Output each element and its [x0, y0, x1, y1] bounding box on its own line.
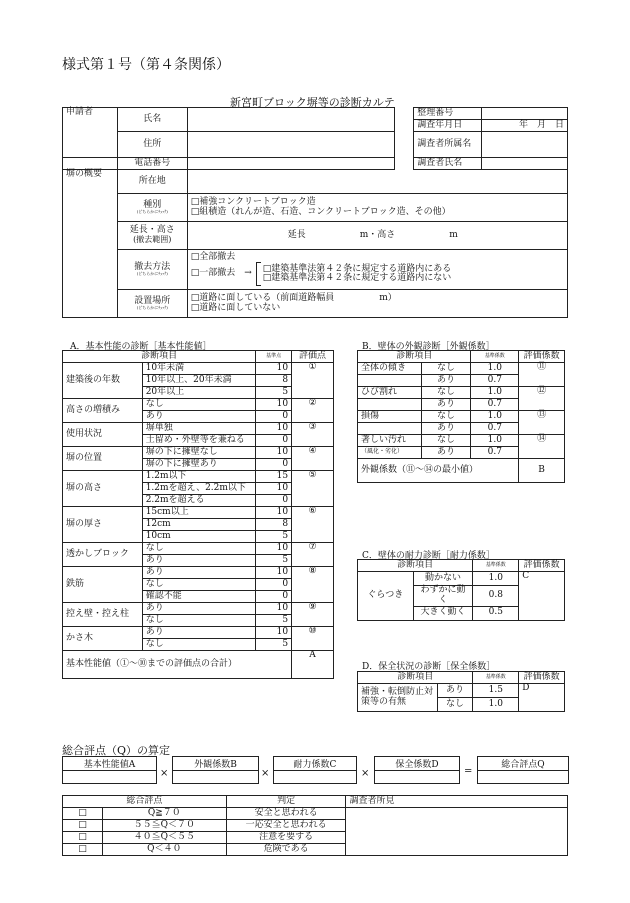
- section-a-table: [62, 350, 334, 679]
- b-row-value: 1.0: [471, 387, 519, 399]
- b-score-mark[interactable]: ⑫: [519, 387, 565, 411]
- org-field[interactable]: [482, 132, 568, 158]
- ref-no-label: 整理番号: [414, 108, 482, 120]
- a-row-value: 10: [256, 447, 292, 459]
- a-row-label: あり: [142, 627, 256, 639]
- removal-options[interactable]: □全部撤去 □一部撤去 → □建築基準法第４２条に規定する道路内にある □建築基準法第４２条に規定する道路内にない: [187, 250, 567, 290]
- b-row-label: あり: [421, 399, 471, 411]
- times-sign: ×: [160, 768, 169, 779]
- a-item-name: 控え壁・控え柱: [63, 603, 143, 627]
- type-options[interactable]: □補強コンクリートブロック造 □組積造（れんが造、石造、コンクリートブロック造、その他）: [187, 194, 567, 222]
- surveyor-notes-field[interactable]: [346, 808, 568, 856]
- a-header-item: 診断項目: [63, 351, 256, 363]
- d-item-name: 補強・転倒防止対 策等の有無: [358, 684, 438, 712]
- score-a-box[interactable]: [62, 756, 157, 784]
- a-score-mark[interactable]: ⑧: [292, 567, 334, 603]
- name-label: 氏名: [117, 108, 187, 132]
- judge-checkbox[interactable]: □: [63, 832, 103, 844]
- a-row-value: 5: [256, 387, 292, 399]
- d-header-base: 基準係数: [473, 672, 519, 684]
- judge-checkbox[interactable]: □: [63, 808, 103, 820]
- d-row-value: 1.5: [473, 684, 519, 698]
- judge-result: 注意を要する: [226, 832, 346, 844]
- a-item-name: 高さの増積み: [63, 399, 143, 423]
- c-row-label: 動かない: [413, 572, 473, 586]
- section-c-title: C．壁体の耐力診断［耐力係数］: [362, 551, 495, 561]
- total-title: 総合評点（Q）の算定: [62, 744, 171, 757]
- a-row-label: 土留め・外壁等を兼ねる: [142, 435, 256, 447]
- a-row-value: 10: [256, 567, 292, 579]
- a-row-value: 0: [256, 591, 292, 603]
- judge-range: Q≧７０: [102, 808, 226, 820]
- a-score-mark[interactable]: ⑩: [292, 627, 334, 651]
- c-score-mark: C: [519, 572, 565, 621]
- a-score-mark[interactable]: ②: [292, 399, 334, 423]
- section-d-table: [357, 671, 565, 712]
- a-item-name: 塀の位置: [63, 447, 143, 471]
- a-row-label: なし: [142, 579, 256, 591]
- score-b-label: 外観係数B: [173, 757, 258, 771]
- org-label: 調査者所属名: [414, 132, 482, 158]
- equals-sign: =: [464, 766, 473, 777]
- times-sign: ×: [361, 768, 370, 779]
- length-field[interactable]: 延長 m・高さ m: [187, 222, 567, 250]
- judge-header-notes: 調査者所見: [346, 796, 568, 808]
- b-header-score: 評価係数: [519, 351, 565, 363]
- a-row-value: 15: [256, 471, 292, 483]
- a-row-value: 0: [256, 459, 292, 471]
- surveyor-field[interactable]: [482, 158, 568, 170]
- a-score-mark[interactable]: ①: [292, 363, 334, 399]
- b-row-label: あり: [421, 423, 471, 435]
- d-row-label: あり: [437, 684, 473, 698]
- a-row-value: 8: [256, 375, 292, 387]
- a-row-label: あり: [142, 411, 256, 423]
- b-item-sub: [358, 423, 422, 435]
- b-row-label: あり: [421, 375, 471, 387]
- overview-table: [62, 107, 568, 318]
- b-total-label: 外観係数（⑪〜⑭の最小値）: [358, 459, 519, 483]
- b-row-value: 1.0: [471, 411, 519, 423]
- survey-date-field[interactable]: 年 月 日: [482, 120, 568, 132]
- a-row-label: 塀の下に擁壁なし: [142, 447, 256, 459]
- section-a-title: A．基本性能の診断［基本性能値］: [70, 342, 212, 352]
- judge-range: ４０≦Q＜５５: [102, 832, 226, 844]
- b-item-name: 著しい汚れ: [358, 435, 422, 447]
- c-item-name: ぐらつき: [358, 572, 414, 621]
- wall-overview-label: 塀の概要: [63, 170, 118, 318]
- b-header-base: 基準係数: [471, 351, 519, 363]
- score-b-box[interactable]: [172, 756, 259, 784]
- judge-header-score: 総合評点: [63, 796, 227, 808]
- c-row-label: わずかに動く: [413, 586, 473, 607]
- b-score-mark[interactable]: ⑬: [519, 411, 565, 435]
- a-row-value: 10: [256, 363, 292, 375]
- b-row-value: 0.7: [471, 399, 519, 411]
- c-row-label: 大きく動く: [413, 606, 473, 620]
- ref-no-field[interactable]: [482, 108, 568, 120]
- a-row-value: 10: [256, 543, 292, 555]
- a-row-label: 20年以上: [142, 387, 256, 399]
- b-row-value: 1.0: [471, 435, 519, 447]
- section-b-title: B．壁体の外観診断［外観係数］: [362, 342, 495, 352]
- score-c-label: 耐力係数C: [274, 757, 356, 771]
- a-row-label: 塀単独: [142, 423, 256, 435]
- a-item-name: 建築後の年数: [63, 363, 143, 399]
- judge-checkbox[interactable]: □: [63, 844, 103, 856]
- a-row-label: 15cm以上: [142, 507, 256, 519]
- score-q-box[interactable]: [477, 756, 569, 784]
- section-b-table: [357, 350, 565, 483]
- a-row-value: 5: [256, 639, 292, 651]
- a-item-name: 透かしブロック: [63, 543, 143, 567]
- score-q-label: 総合評点Q: [478, 757, 568, 771]
- site-options[interactable]: □道路に面している（前面道路幅員 m） □道路に面していない: [187, 290, 567, 318]
- b-item-name: 損傷: [358, 411, 422, 423]
- a-row-value: 8: [256, 519, 292, 531]
- c-row-value: 0.8: [473, 586, 519, 607]
- c-header-base: 基準係数: [473, 560, 519, 572]
- surveyor-label: 調査者氏名: [414, 158, 482, 170]
- a-row-value: 10: [256, 603, 292, 615]
- a-row-value: 10: [256, 507, 292, 519]
- d-row-label: なし: [437, 698, 473, 712]
- a-score-mark[interactable]: ③: [292, 423, 334, 447]
- a-item-name: 塀の厚さ: [63, 507, 143, 543]
- b-item-sub: （風化・劣化）: [358, 447, 422, 459]
- score-a-label: 基本性能値A: [63, 757, 156, 771]
- b-row-label: なし: [421, 411, 471, 423]
- phone-field[interactable]: [187, 158, 395, 170]
- b-item-sub: [358, 399, 422, 411]
- address-label: 住所: [117, 132, 187, 158]
- a-row-label: 確認不能: [142, 591, 256, 603]
- a-row-label: 2.2mを超える: [142, 495, 256, 507]
- a-row-value: 5: [256, 555, 292, 567]
- a-row-value: 0: [256, 411, 292, 423]
- b-header-item: 診断項目: [358, 351, 471, 363]
- score-d-label: 保全係数D: [375, 757, 459, 771]
- b-item-name: ひび割れ: [358, 387, 422, 399]
- d-row-value: 1.0: [473, 698, 519, 712]
- a-row-value: 10: [256, 399, 292, 411]
- a-row-label: あり: [142, 567, 256, 579]
- address-field[interactable]: [187, 132, 395, 158]
- form-number: 様式第１号（第４条関係）: [62, 57, 230, 73]
- score-c-box[interactable]: [273, 756, 357, 784]
- site-label: 設置場所 (どちらかにﾁｪｯｸ): [117, 290, 187, 318]
- b-row-value: 0.7: [471, 447, 519, 459]
- a-score-mark[interactable]: ④: [292, 447, 334, 471]
- c-row-value: 0.5: [473, 606, 519, 620]
- length-label: 延長・高さ (撤去範囲): [117, 222, 187, 250]
- a-score-mark[interactable]: ⑤: [292, 471, 334, 507]
- a-score-mark[interactable]: ⑨: [292, 603, 334, 627]
- location-field[interactable]: [187, 170, 567, 194]
- judgment-table: [62, 795, 568, 856]
- d-header-score: 評価係数: [519, 672, 565, 684]
- b-row-label: あり: [421, 447, 471, 459]
- a-row-label: なし: [142, 639, 256, 651]
- a-row-label: なし: [142, 543, 256, 555]
- judge-result: 一応安全と思われる: [226, 820, 346, 832]
- a-item-name: 鉄筋: [63, 567, 143, 603]
- judge-range: ５５≦Q＜７０: [102, 820, 226, 832]
- a-row-value: 0: [256, 579, 292, 591]
- score-d-box[interactable]: [374, 756, 460, 784]
- a-header-score: 評価点: [292, 351, 334, 363]
- a-item-name: 塀の高さ: [63, 471, 143, 507]
- b-total-mark: B: [519, 459, 565, 483]
- c-header-item: 診断項目: [358, 560, 473, 572]
- b-item-name: 全体の傾き: [358, 363, 422, 375]
- removal-label: 撤去方法 (どちらかにﾁｪｯｸ): [117, 250, 187, 290]
- a-row-label: あり: [142, 603, 256, 615]
- a-row-value: 10: [256, 423, 292, 435]
- a-row-value: 0: [256, 435, 292, 447]
- section-c-table: [357, 559, 565, 621]
- survey-date-label: 調査年月日: [414, 120, 482, 132]
- a-score-mark[interactable]: ⑦: [292, 543, 334, 567]
- type-label: 種別 (どちらかにﾁｪｯｸ): [117, 194, 187, 222]
- a-row-label: 塀の下に擁壁あり: [142, 459, 256, 471]
- d-header-item: 診断項目: [358, 672, 473, 684]
- b-row-label: なし: [421, 387, 471, 399]
- judge-result: 安全と思われる: [226, 808, 346, 820]
- b-row-label: なし: [421, 435, 471, 447]
- a-row-label: なし: [142, 615, 256, 627]
- a-row-label: 1.2mを超え、2.2m以下: [142, 483, 256, 495]
- b-score-mark[interactable]: ⑭: [519, 435, 565, 459]
- b-item-sub: [358, 375, 422, 387]
- a-row-value: 0: [256, 495, 292, 507]
- a-item-name: かさ木: [63, 627, 143, 651]
- applicant-label: 申請者: [63, 108, 118, 158]
- a-header-base: 基準点: [256, 351, 292, 363]
- a-row-label: 10cm: [142, 531, 256, 543]
- a-row-label: 12cm: [142, 519, 256, 531]
- judge-header-judgment: 判定: [226, 796, 346, 808]
- section-d-title: D．保全状況の診断［保全係数］: [362, 662, 496, 672]
- c-header-score: 評価係数: [519, 560, 565, 572]
- a-row-value: 5: [256, 531, 292, 543]
- a-row-value: 10: [256, 627, 292, 639]
- name-field[interactable]: [187, 108, 395, 132]
- phone-label: 電話番号: [117, 158, 187, 170]
- b-score-mark[interactable]: ⑪: [519, 363, 565, 387]
- a-row-label: あり: [142, 555, 256, 567]
- b-row-label: なし: [421, 363, 471, 375]
- c-row-value: 1.0: [473, 572, 519, 586]
- a-row-label: 10年以上、20年未満: [142, 375, 256, 387]
- b-row-value: 0.7: [471, 423, 519, 435]
- a-row-value: 5: [256, 615, 292, 627]
- b-row-value: 1.0: [471, 363, 519, 375]
- times-sign: ×: [261, 768, 270, 779]
- a-row-label: なし: [142, 399, 256, 411]
- a-row-label: 10年未満: [142, 363, 256, 375]
- judge-range: Q＜４０: [102, 844, 226, 856]
- d-score-mark: D: [519, 684, 565, 712]
- judge-checkbox[interactable]: □: [63, 820, 103, 832]
- a-total-mark: A: [292, 651, 334, 679]
- document-title: 新宮町ブロック塀等の診断カルテ: [230, 96, 395, 109]
- a-row-value: 10: [256, 483, 292, 495]
- a-item-name: 使用状況: [63, 423, 143, 447]
- a-row-label: 1.2m以下: [142, 471, 256, 483]
- b-row-value: 0.7: [471, 375, 519, 387]
- a-score-mark[interactable]: ⑥: [292, 507, 334, 543]
- judge-result: 危険である: [226, 844, 346, 856]
- a-total-label: 基本性能値（①〜⑩までの評価点の合計）: [63, 651, 292, 679]
- location-label: 所在地: [117, 170, 187, 194]
